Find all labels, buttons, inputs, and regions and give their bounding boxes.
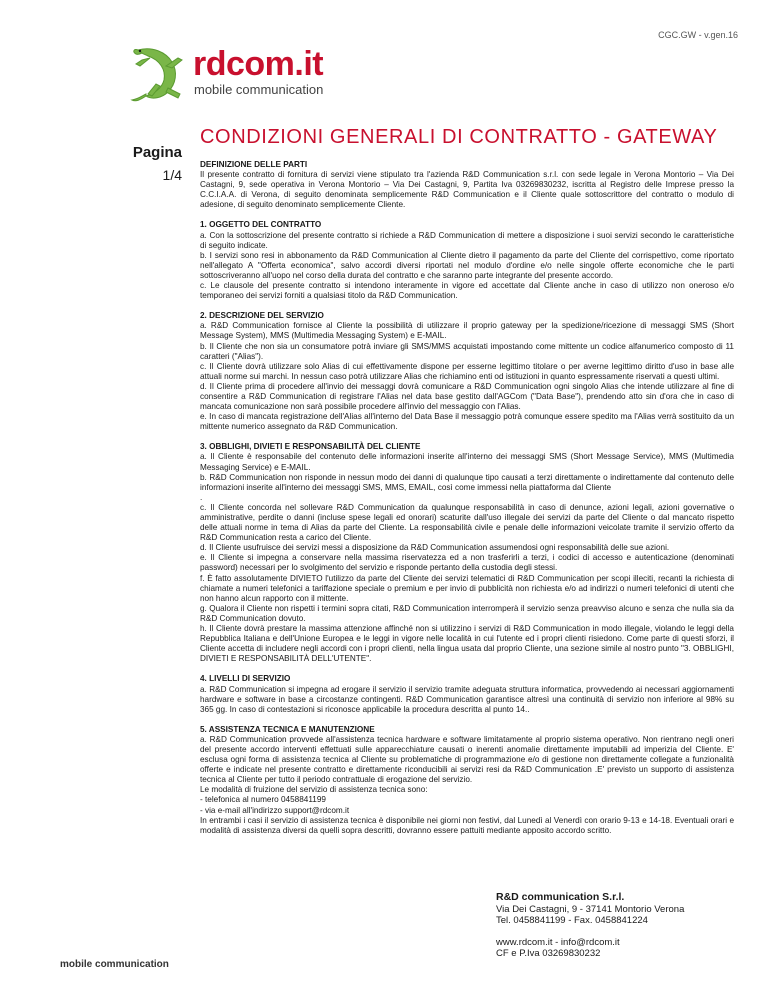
page-number: 1/4	[162, 167, 182, 183]
section-paragraph: b. Il Cliente che non sia un consumatore potrà inviare gli SMS/MMS acquistati impostando come mittente un codice alfanumerico composto di 11 caratteri ("Alias").	[200, 341, 734, 361]
section-heading: 1. OGGETTO DEL CONTRATTO	[200, 220, 322, 230]
section-paragraph: b. I servizi sono resi in abbonamento da R&D Communication al Cliente dietro il pagamento da parte del Cliente del corrispettivo, come riportato nell'allegato A "Offerta economica", salvo accordi diversi riportati nel modulo d'ordine e/o nelle singole offerte economiche che le parti sottoscriveranno all'uopo nel corso della durata del contratto e che saranno parte integrante del presente accordo.	[200, 250, 734, 280]
footer-tagline: mobile communication	[60, 959, 169, 970]
section-heading: 3. OBBLIGHI, DIVIETI E RESPONSABILITÀ DEL CLIENTE	[200, 442, 421, 452]
section-paragraph: g. Qualora il Cliente non rispetti i termini sopra citati, R&D Communication interromperà il servizio senza preavviso alcuno e senza che nulla sia da R&D Communication dovuto.	[200, 603, 734, 623]
lizard-icon	[130, 44, 192, 104]
company-address: Via Dei Castagni, 9 - 37141 Montorio Verona	[496, 903, 685, 915]
section-paragraph: h. Il Cliente dovrà prestare la massima attenzione affinché non si utilizzino i servizi di R&D Communication in modo illegale, violando le leggi della Repubblica Italiana e dell'Unione Europea e le leggi in vigore nelle località in cui l'utente ed i propri clienti risiedono. Come parte di questi sforzi, il Cliente accetta di includere negli accordi con i propri clienti, nella lingua usata dal proprio Cliente, una sezione simile al nostro punto "3. OBBLIGHI, DIVIETI E RESPONSABILITÀ DELL'UTENTE".	[200, 624, 734, 664]
company-phone: Tel. 0458841199 - Fax. 0458841224	[496, 915, 648, 926]
company-info	[496, 892, 684, 960]
section-paragraph: - via e-mail all'indirizzo support@rdcom.it	[200, 805, 350, 815]
section-paragraph: a. R&D Communication si impegna ad erogare il servizio il servizio tramite adeguata struttura informatica, provvedendo ai necessari aggiornamenti hardware e software in base a circostanze contingenti. R&D Communication garantisce altresì una continuità di servizio non inferiore al 98% su 365 gg. In caso di contestazioni si riconosce applicabile la procedura descritta al punto 14..	[200, 684, 734, 714]
section-paragraph: e. Il Cliente si impegna a conservare nella massima riservatezza ed a non trasferirli a terzi, i codici di accesso e autenticazione (denominati password) necessari per lo svolgimento del servizio e risponde pertanto della custodia degli stessi.	[200, 553, 734, 573]
section-heading: 4. LIVELLI DI SERVIZIO	[200, 674, 291, 684]
section-paragraph: a. R&D Communication fornisce al Cliente la possibilità di utilizzare il proprio gateway per la spedizione/ricezione di messaggi SMS (Short Message System), MMS (Multimedia Messaging System) e E-MAIL.	[200, 321, 734, 341]
contract-section	[200, 311, 734, 432]
contract-body	[200, 160, 734, 846]
company-name: R&D communication S.r.l.	[496, 891, 625, 903]
section-paragraph: In entrambi i casi il servizio di assistenza tecnica è disponibile nei giorni non festivi, dal Lunedì al Venerdì con orario 9-13 e 14-18. Eventuali orari e modalità di assistenza diversi da quelli sopra descritti, dovranno essere pattuiti mediante apposito accordo scritto.	[200, 815, 734, 835]
section-paragraph: f. È fatto assolutamente DIVIETO l'utilizzo da parte del Cliente dei servizi telematici di R&D Communication per scopi illeciti, recanti la richiesta di chiamate a numeri telefonici a tariffazione speciale o premium e per invio di pubblicità non richiesta e/o ad indirizzi o numeri telefonici di utenti che non hanno alcun rapporto con il mittente.	[200, 573, 734, 603]
page-label: Pagina	[132, 144, 182, 161]
section-paragraph: e. In caso di mancata registrazione dell'Alias all'interno del Data Base il messaggio potrà comunque essere spedito ma l'Alias verrà sostituito da un mittente numerico assegnato da R&D Communication.	[200, 412, 734, 432]
contract-section	[200, 674, 734, 714]
section-paragraph: d. Il Cliente prima di procedere all'invio dei messaggi dovrà comunicare a R&D Communication ogni singolo Alias che intende utilizzare al fine di consentire a R&D Communication di registrare l'Alias nel data base gestito dall'AGCom ("Data Base"), prendendo atto sin d'ora che in caso di mancata comunicazione non sarà possibile procedere all'invio del messaggio con l'Alias.	[200, 381, 734, 412]
section-paragraph: Il presente contratto di fornitura di servizi viene stipulato tra l'azienda R&D Communication s.r.l. con sede legale in Verona Montorio – Via Dei Castagni, 9, sede operativa in Verona Montorio – Via Dei Castagni, 9, Partita Iva 03269830232, iscritta al Registro delle Imprese presso la C.C.I.A.A. di Verona, di seguito denominata semplicemente R&D Communication e il Cliente quale sottoscrittore del contratto o modulo di adesione, di seguito denominato semplicemente Cliente.	[200, 170, 734, 210]
document-title: CONDIZIONI GENERALI DI CONTRATTO - GATEWAY	[200, 126, 718, 148]
contract-section	[200, 725, 734, 836]
contract-section	[200, 442, 734, 664]
section-paragraph: - telefonica al numero 0458841199	[200, 795, 326, 805]
section-heading: DEFINIZIONE DELLE PARTI	[200, 160, 308, 169]
section-paragraph: a. R&D Communication provvede all'assistenza tecnica hardware e software limitatamente al proprio sistema operativo. Non rientrano negli oneri del presente accordo interventi effettuati sulle apparecchiature causati o inerenti anomalie direttamente imputabili ad imperizia del Cliente. E' esclusa ogni forma di assistenza tecnica al Cliente su problematiche di programmazione e/o di gestione non direttamente collegate a funzionalità offerte e indicate nel presente contratto e direttamente riconducibili ai servizi resi da R&D Communication .E' previsto un supporto di assistenza tecnica al Cliente per tutto il periodo contrattuale di erogazione del servizio.	[200, 734, 734, 785]
brand-tagline: mobile communication	[194, 82, 324, 97]
section-paragraph: b. R&D Communication non risponde in nessun modo dei danni di qualunque tipo causati a terzi direttamente o indirettamente dal contenuto delle informazioni inserite all'interno dei messaggi SMS, MMS, EMAIL, così come immessi nella piattaforma dal Cliente	[200, 472, 734, 492]
section-paragraph: .	[200, 492, 203, 502]
section-paragraph: c. Le clausole del presente contratto si intendono interamente in vigore ed accettate dal Cliente anche in caso di utilizzo non oneroso e/o temporaneo dei servizi forniti a qualsiasi titolo da R&D Communication.	[200, 281, 734, 301]
section-paragraph: a. Con la sottoscrizione del presente contratto si richiede a R&D Communication di mettere a disposizione i suoi servizi secondo le caratteristiche di seguito indicate.	[200, 230, 734, 250]
company-vat: CF e P.Iva 03269830232	[496, 948, 601, 959]
page-indicator	[110, 144, 182, 183]
contract-section	[200, 220, 734, 301]
section-heading: 2. DESCRIZIONE DEL SERVIZIO	[200, 311, 324, 321]
section-paragraph: c. Il Cliente concorda nel sollevare R&D Communication da qualunque responsabilità in caso di denunce, azioni legali, azioni governative o amministrative, perdite o danni (incluse spese legali ed onorari) scaturite dall'uso illegale dei servizi da parte del Cliente o dal mancato rispetto delle attuali norme in tema di Alias da parte del Cliente. La responsabilità civile e penale delle informazioni veicolate tramite il servizio offerto da R&D Communication resta a carico del Cliente.	[200, 502, 734, 543]
section-paragraph: Le modalità di fruizione del servizio di assistenza tecnica sono:	[200, 785, 428, 795]
section-paragraph: a. Il Cliente è responsabile del contenuto delle informazioni inserite all'interno dei messaggi SMS (Short Message Service), MMS (Multimedia Messaging Service) e E-MAIL.	[200, 452, 734, 472]
document-code: CGC.GW - v.gen.16	[658, 30, 738, 40]
company-logo	[130, 44, 390, 104]
brand-name: rdcom.it	[193, 45, 324, 83]
section-heading: 5. ASSISTENZA TECNICA E MANUTENZIONE	[200, 724, 375, 734]
section-paragraph: c. Il Cliente dovrà utilizzare solo Alias di cui effettivamente dispone per esserne legittimo titolare o per averne legittimo diritto d'uso in base alle attuali norme sui marchi. In nessun caso potrà utilizzare Alias che richiamino enti od istituzioni in quanto espressamente riservati a questi ultimi.	[200, 361, 734, 381]
section-paragraph: d. Il Cliente usufruisce dei servizi messi a disposizione da R&D Communication assumendosi ogni responsabilità delle sue azioni.	[200, 543, 670, 553]
contract-section	[200, 160, 734, 210]
company-web: www.rdcom.it - info@rdcom.it	[496, 936, 620, 948]
